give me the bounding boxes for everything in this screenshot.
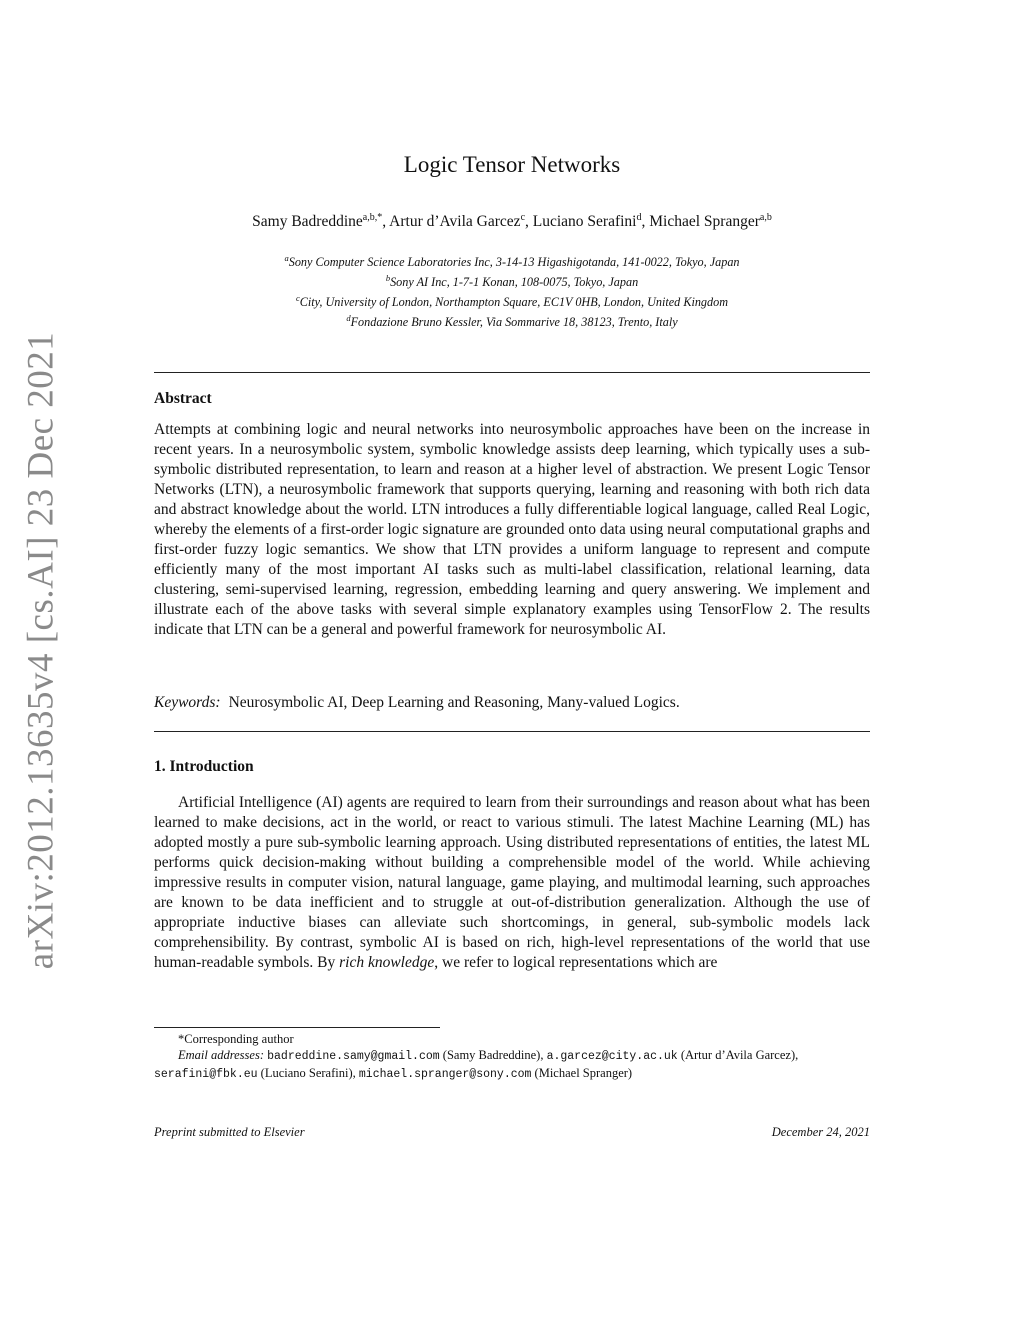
introduction-text-continued: , we refer to logical representations which are	[434, 954, 718, 971]
keywords-line	[154, 694, 680, 712]
email-label: Email addresses:	[178, 1048, 264, 1062]
affiliation-mark: b	[385, 273, 391, 284]
author-affil-mark: a,b	[759, 212, 772, 223]
affiliation-mark: a	[284, 253, 289, 263]
email-link[interactable]: a.garcez@city.ac.uk	[546, 1050, 678, 1063]
preprint-date: December 24, 2021	[771, 1125, 870, 1139]
email-link[interactable]: serafini@fbk.eu	[154, 1068, 258, 1081]
affiliation-text: Sony Computer Science Laboratories Inc, 3-14-13 Higashigotanda, 141-0022, Tokyo, Japan	[288, 255, 740, 270]
affiliation-text: Fondazione Bruno Kessler, Via Sommarive 18, 38123, Trento, Italy	[350, 315, 678, 330]
preprint-note: Preprint submitted to Elsevier	[154, 1125, 305, 1139]
email-addresses-line	[154, 1047, 870, 1065]
author-name: Samy Badreddine	[252, 213, 363, 231]
keywords-text: Neurosymbolic AI, Deep Learning and Reasoning, Many-valued Logics.	[228, 694, 680, 711]
author-affil-mark: d	[636, 212, 642, 223]
email-owner: (Artur d’Avila Garcez),	[680, 1048, 799, 1062]
author-name: Artur d’Avila Garcez	[389, 213, 521, 231]
email-link[interactable]: michael.spranger@sony.com	[358, 1068, 532, 1081]
abstract-body: Attempts at combining logic and neural networks into neurosymbolic approaches have been on the increase in recent years. In a neurosymbolic system, symbolic knowledge assists deep learning, which typically uses a sub-symbolic distributed representation, to learn and reason at a higher level of abstraction. We present Logic Tensor Networks (LTN), a neurosymbolic framework that supports querying, learning and reasoning with both rich data and abstract knowledge about the world. LTN introduces a fully differentiable logical language, called Real Logic, whereby the elements of a first-order logic signature are grounded onto data using neural computational graphs and first-order fuzzy logic semantics. We show that LTN provides a uniform language to represent and compute efficiently many of the most important AI tasks such as multi-label classification, relational learning, data clustering, semi-supervised learning, regression, embedding learning and query answering. We implement and illustrate each of the above tasks with several simple explanatory examples using TensorFlow 2. The results indicate that LTN can be a general and powerful framework for neurosymbolic AI.	[154, 421, 870, 638]
affiliation-list	[154, 250, 870, 330]
email-owner: (Samy Badreddine),	[442, 1048, 544, 1062]
arxiv-id-text: arXiv:2012.13635v4 [cs.AI] 23 Dec 2021	[20, 331, 62, 969]
arxiv-side-stamp	[20, 331, 62, 969]
author-name: Michael Spranger	[649, 213, 760, 231]
author-affil-mark: c	[520, 212, 526, 223]
corresponding-author-note: *Corresponding author	[178, 1032, 294, 1046]
affiliation-item	[154, 250, 870, 270]
affiliation-text: Sony AI Inc, 1-7-1 Konan, 108-0075, Tokyo, Japan	[390, 275, 639, 290]
keywords-label: Keywords:	[154, 694, 221, 711]
paper-title: Logic Tensor Networks	[403, 152, 621, 177]
email-owner: (Luciano Serafini),	[260, 1066, 356, 1080]
introduction-body	[154, 793, 870, 973]
email-owner: (Michael Spranger)	[534, 1066, 633, 1080]
affiliation-mark: d	[346, 313, 351, 324]
affiliation-text: City, University of London, Northampton Square, EC1V 0HB, London, United Kingdom	[299, 295, 729, 310]
abstract-heading: Abstract	[154, 390, 212, 407]
author-name: Luciano Serafini	[532, 213, 637, 231]
affiliation-item	[154, 310, 870, 330]
affiliation-item	[154, 270, 870, 290]
introduction-heading: 1. Introduction	[154, 758, 254, 775]
email-link[interactable]: badreddine.samy@gmail.com	[267, 1050, 440, 1063]
footnote-rule	[154, 1027, 440, 1028]
email-addresses-line	[154, 1065, 870, 1083]
affiliation-item	[154, 290, 870, 310]
author-list: Samy Badreddine$^{a,b,*}$, Artur d’Avila Garcez$^c$, Luciano Serafini$^d$, Michael Spranger$^{a,b}$	[252, 212, 772, 231]
abstract-top-rule	[154, 372, 870, 373]
affiliation-mark: c	[295, 293, 300, 304]
introduction-text: Artificial Intelligence (AI) agents are required to learn from their surroundings and reason about what has been learned to make decisions, act in the world, or react to various stimuli. The latest Machine Learning (ML) has adopted mostly a pure sub-symbolic learning approach. Using distributed representations of entities, the latest ML performs quick decision-making without building a comprehensible model of the world. While achieving impressive results in computer vision, natural language, game playing, and multimodal learning, such approaches are known to be data inefficient and to struggle at out-of-distribution generalization. Although the use of appropriate inductive biases can alleviate such shortcomings, in general, sub-symbolic models lack comprehensibility. By contrast, symbolic AI is based on rich, high-level representations of the world that use human-readable symbols. By	[154, 794, 870, 971]
author-affil-mark: a,b,*	[362, 212, 383, 223]
abstract-bottom-rule	[154, 731, 870, 732]
introduction-emphasis: rich knowledge	[339, 954, 435, 971]
footnote	[154, 1031, 870, 1083]
